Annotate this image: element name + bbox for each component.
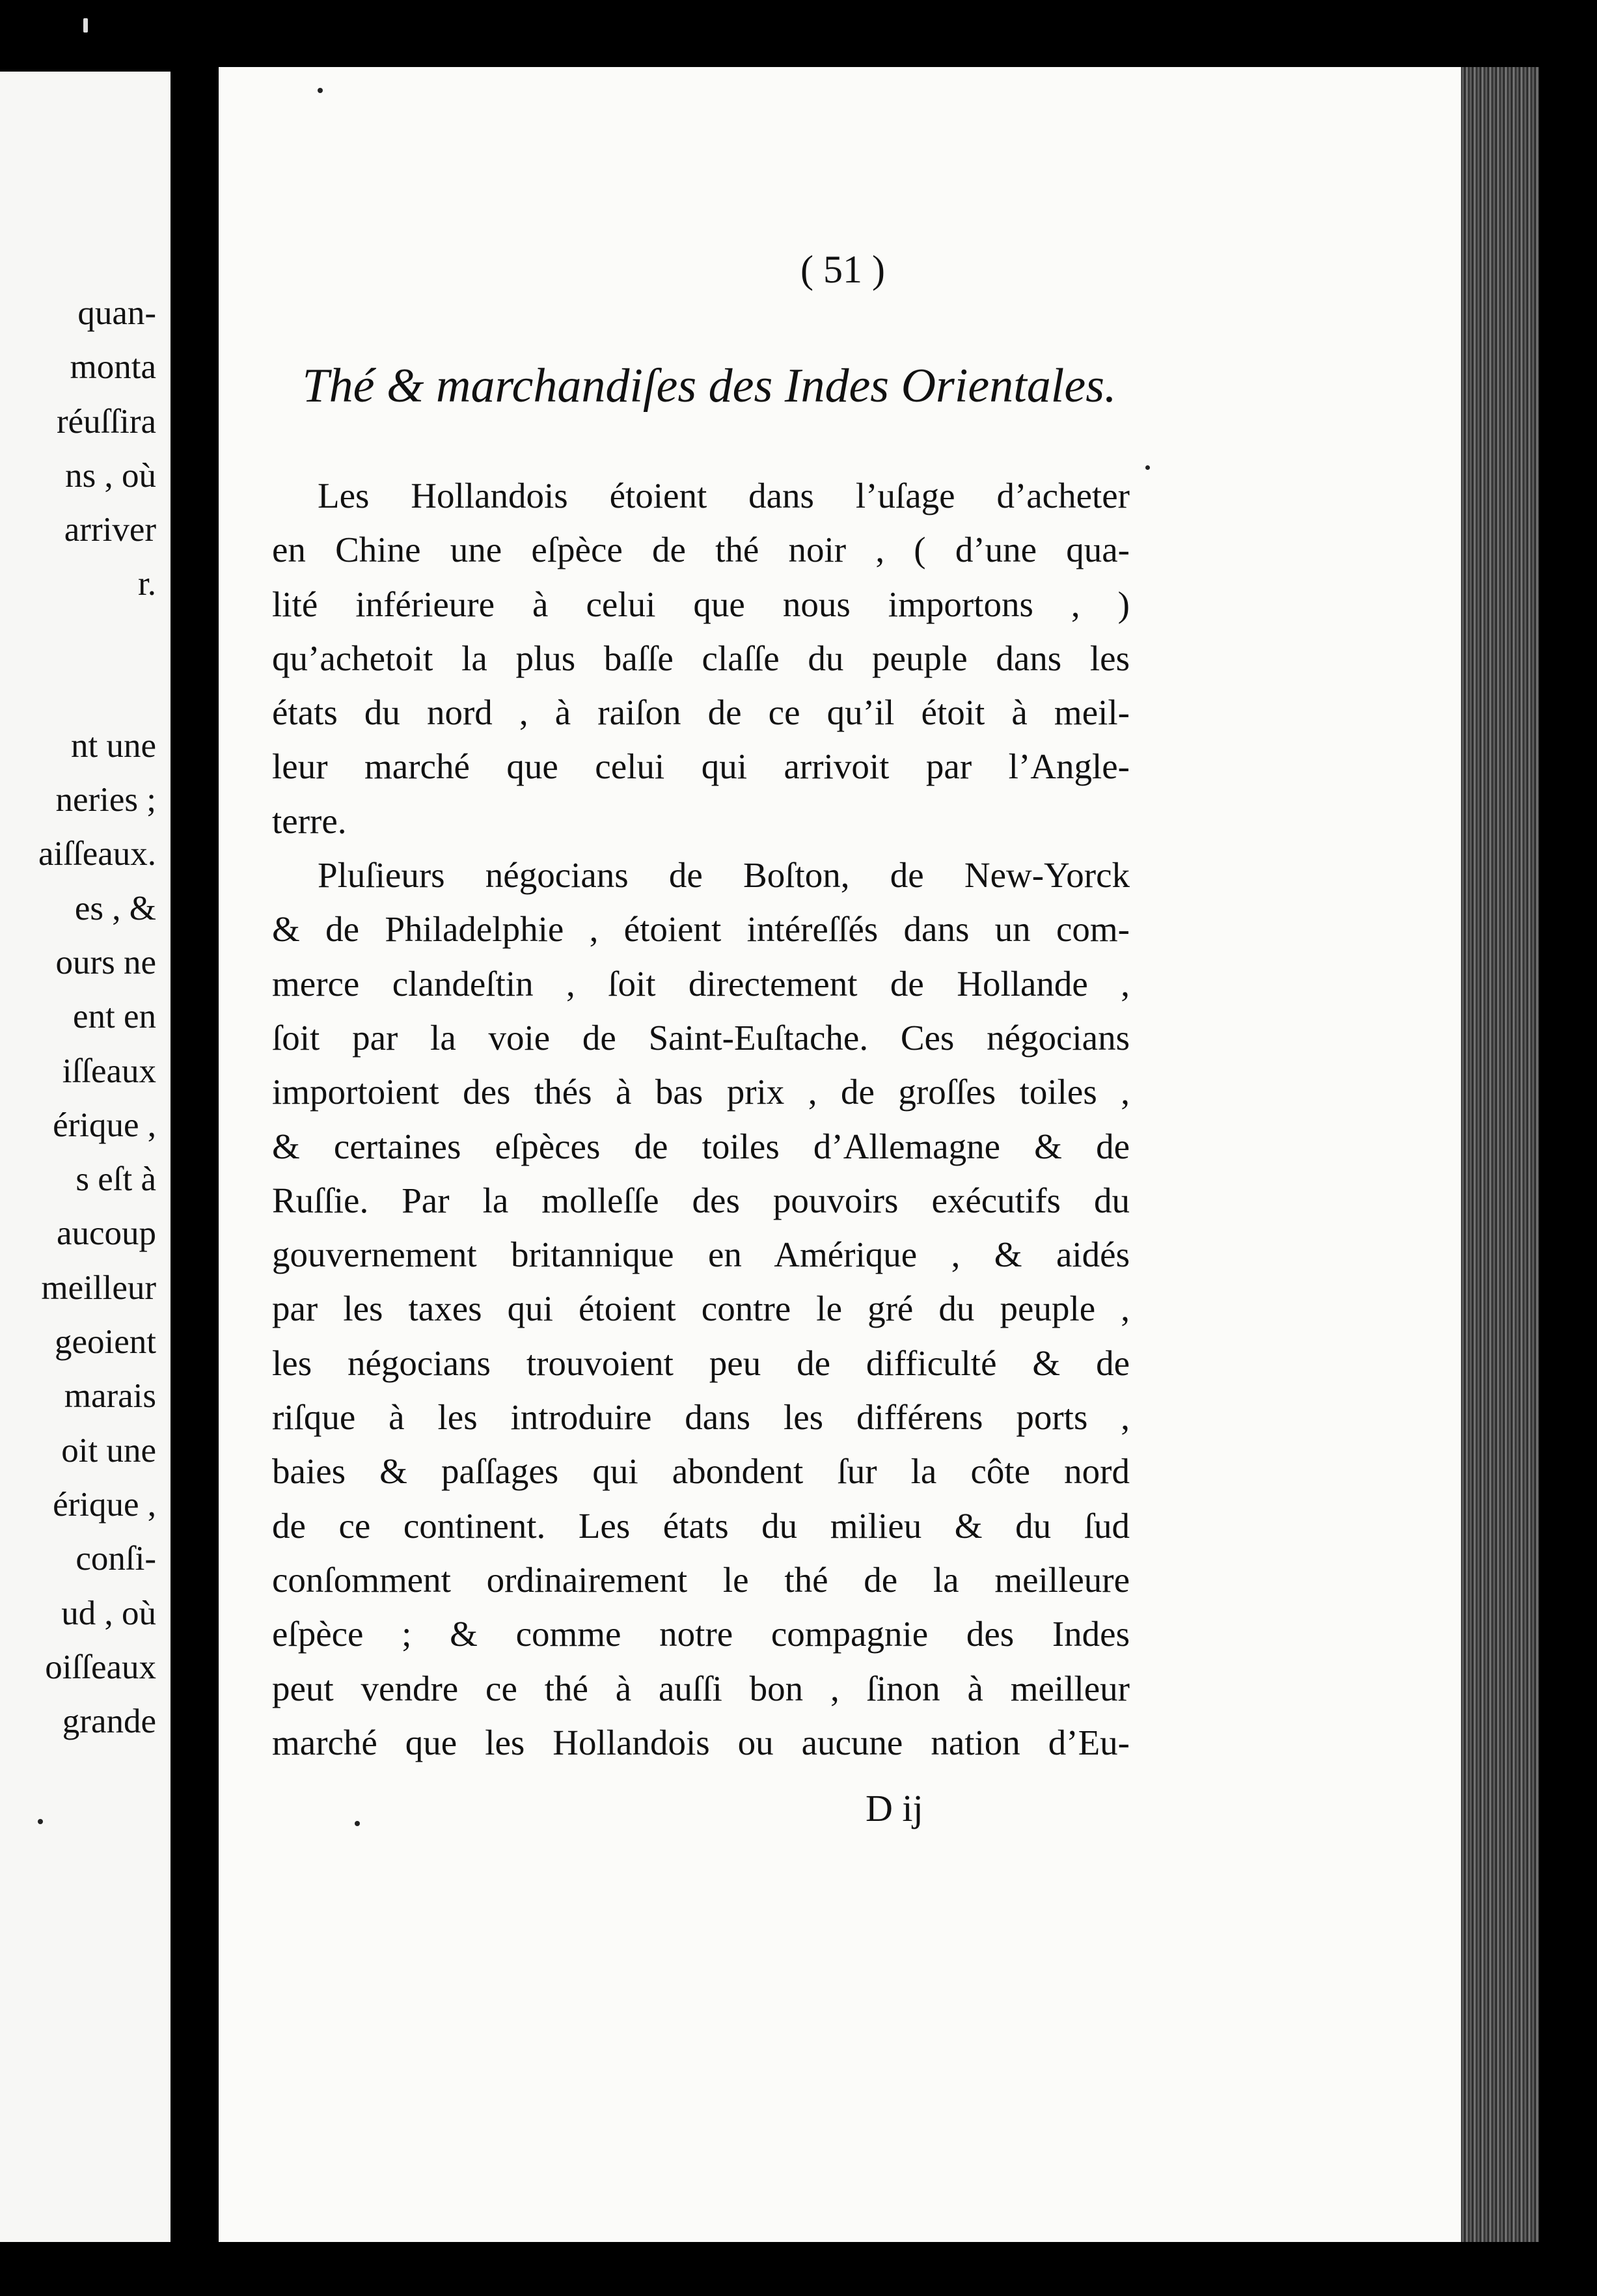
text-line: & certaines eſpèces de toiles d’Allemagne & de xyxy=(272,1126,1130,1166)
left-line: érique , xyxy=(53,1485,156,1524)
text-line: en Chine une eſpèce de thé noir , ( d’une qua- xyxy=(272,530,1130,570)
text-line: baies & paſſages qui abondent ſur la côte nord xyxy=(272,1451,1130,1492)
page-edge-stack xyxy=(1461,67,1539,2242)
left-line: oit une xyxy=(61,1431,156,1469)
text-line: états du nord , à raiſon de ce qu’il étoit à meil- xyxy=(272,692,1130,733)
left-line: arriver xyxy=(64,511,156,549)
ink-speck xyxy=(83,18,88,33)
text-line: ſoit par la voie de Saint-Euſtache. Ces négocians xyxy=(272,1017,1130,1058)
left-line: nt une xyxy=(71,726,156,765)
left-line: érique , xyxy=(53,1106,156,1144)
text-line: conſomment ordinairement le thé de la meilleure xyxy=(272,1559,1130,1600)
left-line: oiſſeaux xyxy=(45,1648,156,1686)
text-line: terre. xyxy=(272,800,347,841)
text-line: Ruſſie. Par la molleſſe des pouvoirs exécutifs du xyxy=(272,1180,1130,1220)
left-line: ns , où xyxy=(65,456,156,495)
text-line: gouvernement britannique en Amérique , & aidés xyxy=(272,1235,1130,1275)
text-line: lité inférieure à celui que nous importons , ) xyxy=(272,584,1130,624)
text-line: marché que les Hollandois ou aucune nation d’Eu- xyxy=(272,1722,1130,1762)
ink-speck xyxy=(355,1821,360,1826)
left-line: neries ; xyxy=(55,781,156,819)
left-line: meilleur xyxy=(41,1268,156,1307)
left-line: ent en xyxy=(72,998,156,1036)
text-line: leur marché que celui qui arrivoit par l’Angle- xyxy=(272,746,1130,787)
text-line: qu’achetoit la plus baſſe claſſe du peuple dans les xyxy=(272,638,1130,678)
left-line: iſſeaux xyxy=(62,1052,156,1090)
signature-mark: D ij xyxy=(866,1787,923,1829)
left-line: quan- xyxy=(77,294,156,332)
ink-speck xyxy=(1145,465,1150,470)
text-line: de ce continent. Les états du milieu & du ſud xyxy=(272,1505,1130,1546)
left-line: r. xyxy=(138,565,156,603)
text-line: les négocians trouvoient peu de difficulté & de xyxy=(272,1343,1130,1383)
section-heading: Thé & marchandiſes des Indes Orientales. xyxy=(302,359,1117,413)
left-line: monta xyxy=(70,348,156,387)
text-line: & de Philadelphie , étoient intéreſſés dans un com- xyxy=(272,909,1130,950)
ink-speck xyxy=(38,1819,43,1824)
left-line: s eſt à xyxy=(75,1160,156,1199)
text-line: riſque à les introduire dans les différens ports , xyxy=(272,1397,1130,1438)
text-line: importoient des thés à bas prix , de groſſes toiles , xyxy=(272,1072,1130,1112)
left-line: ud , où xyxy=(61,1594,156,1632)
text-line: eſpèce ; & comme notre compagnie des Indes xyxy=(272,1614,1130,1654)
left-facing-page xyxy=(0,72,171,2242)
text-line: peut vendre ce thé à auſſi bon , ſinon à meilleur xyxy=(272,1668,1130,1708)
left-line: réuſſira xyxy=(56,402,156,441)
body-text xyxy=(272,469,1130,1770)
left-line: ours ne xyxy=(55,943,156,981)
left-line: geoient xyxy=(55,1323,156,1361)
left-page-text xyxy=(0,286,156,1749)
text-line: merce clandeſtin , ſoit directement de Hollande , xyxy=(272,963,1130,1004)
page-number: ( 51 ) xyxy=(800,248,885,291)
text-line: Pluſieurs négocians de Boſton, de New-Yorck xyxy=(318,855,1130,895)
left-line: conſi- xyxy=(75,1540,156,1578)
paragraph-1 xyxy=(272,469,1130,848)
left-line: aiſſeaux. xyxy=(38,835,156,873)
left-line: grande xyxy=(62,1702,156,1741)
left-line: marais xyxy=(64,1377,156,1415)
text-line: par les taxes qui étoient contre le gré du peuple , xyxy=(272,1289,1130,1329)
ink-speck xyxy=(318,88,323,93)
paragraph-2 xyxy=(272,848,1130,1770)
left-line: es , & xyxy=(74,889,156,927)
text-line: Les Hollandois étoient dans l’uſage d’acheter xyxy=(318,476,1130,515)
left-line: aucoup xyxy=(56,1214,156,1253)
